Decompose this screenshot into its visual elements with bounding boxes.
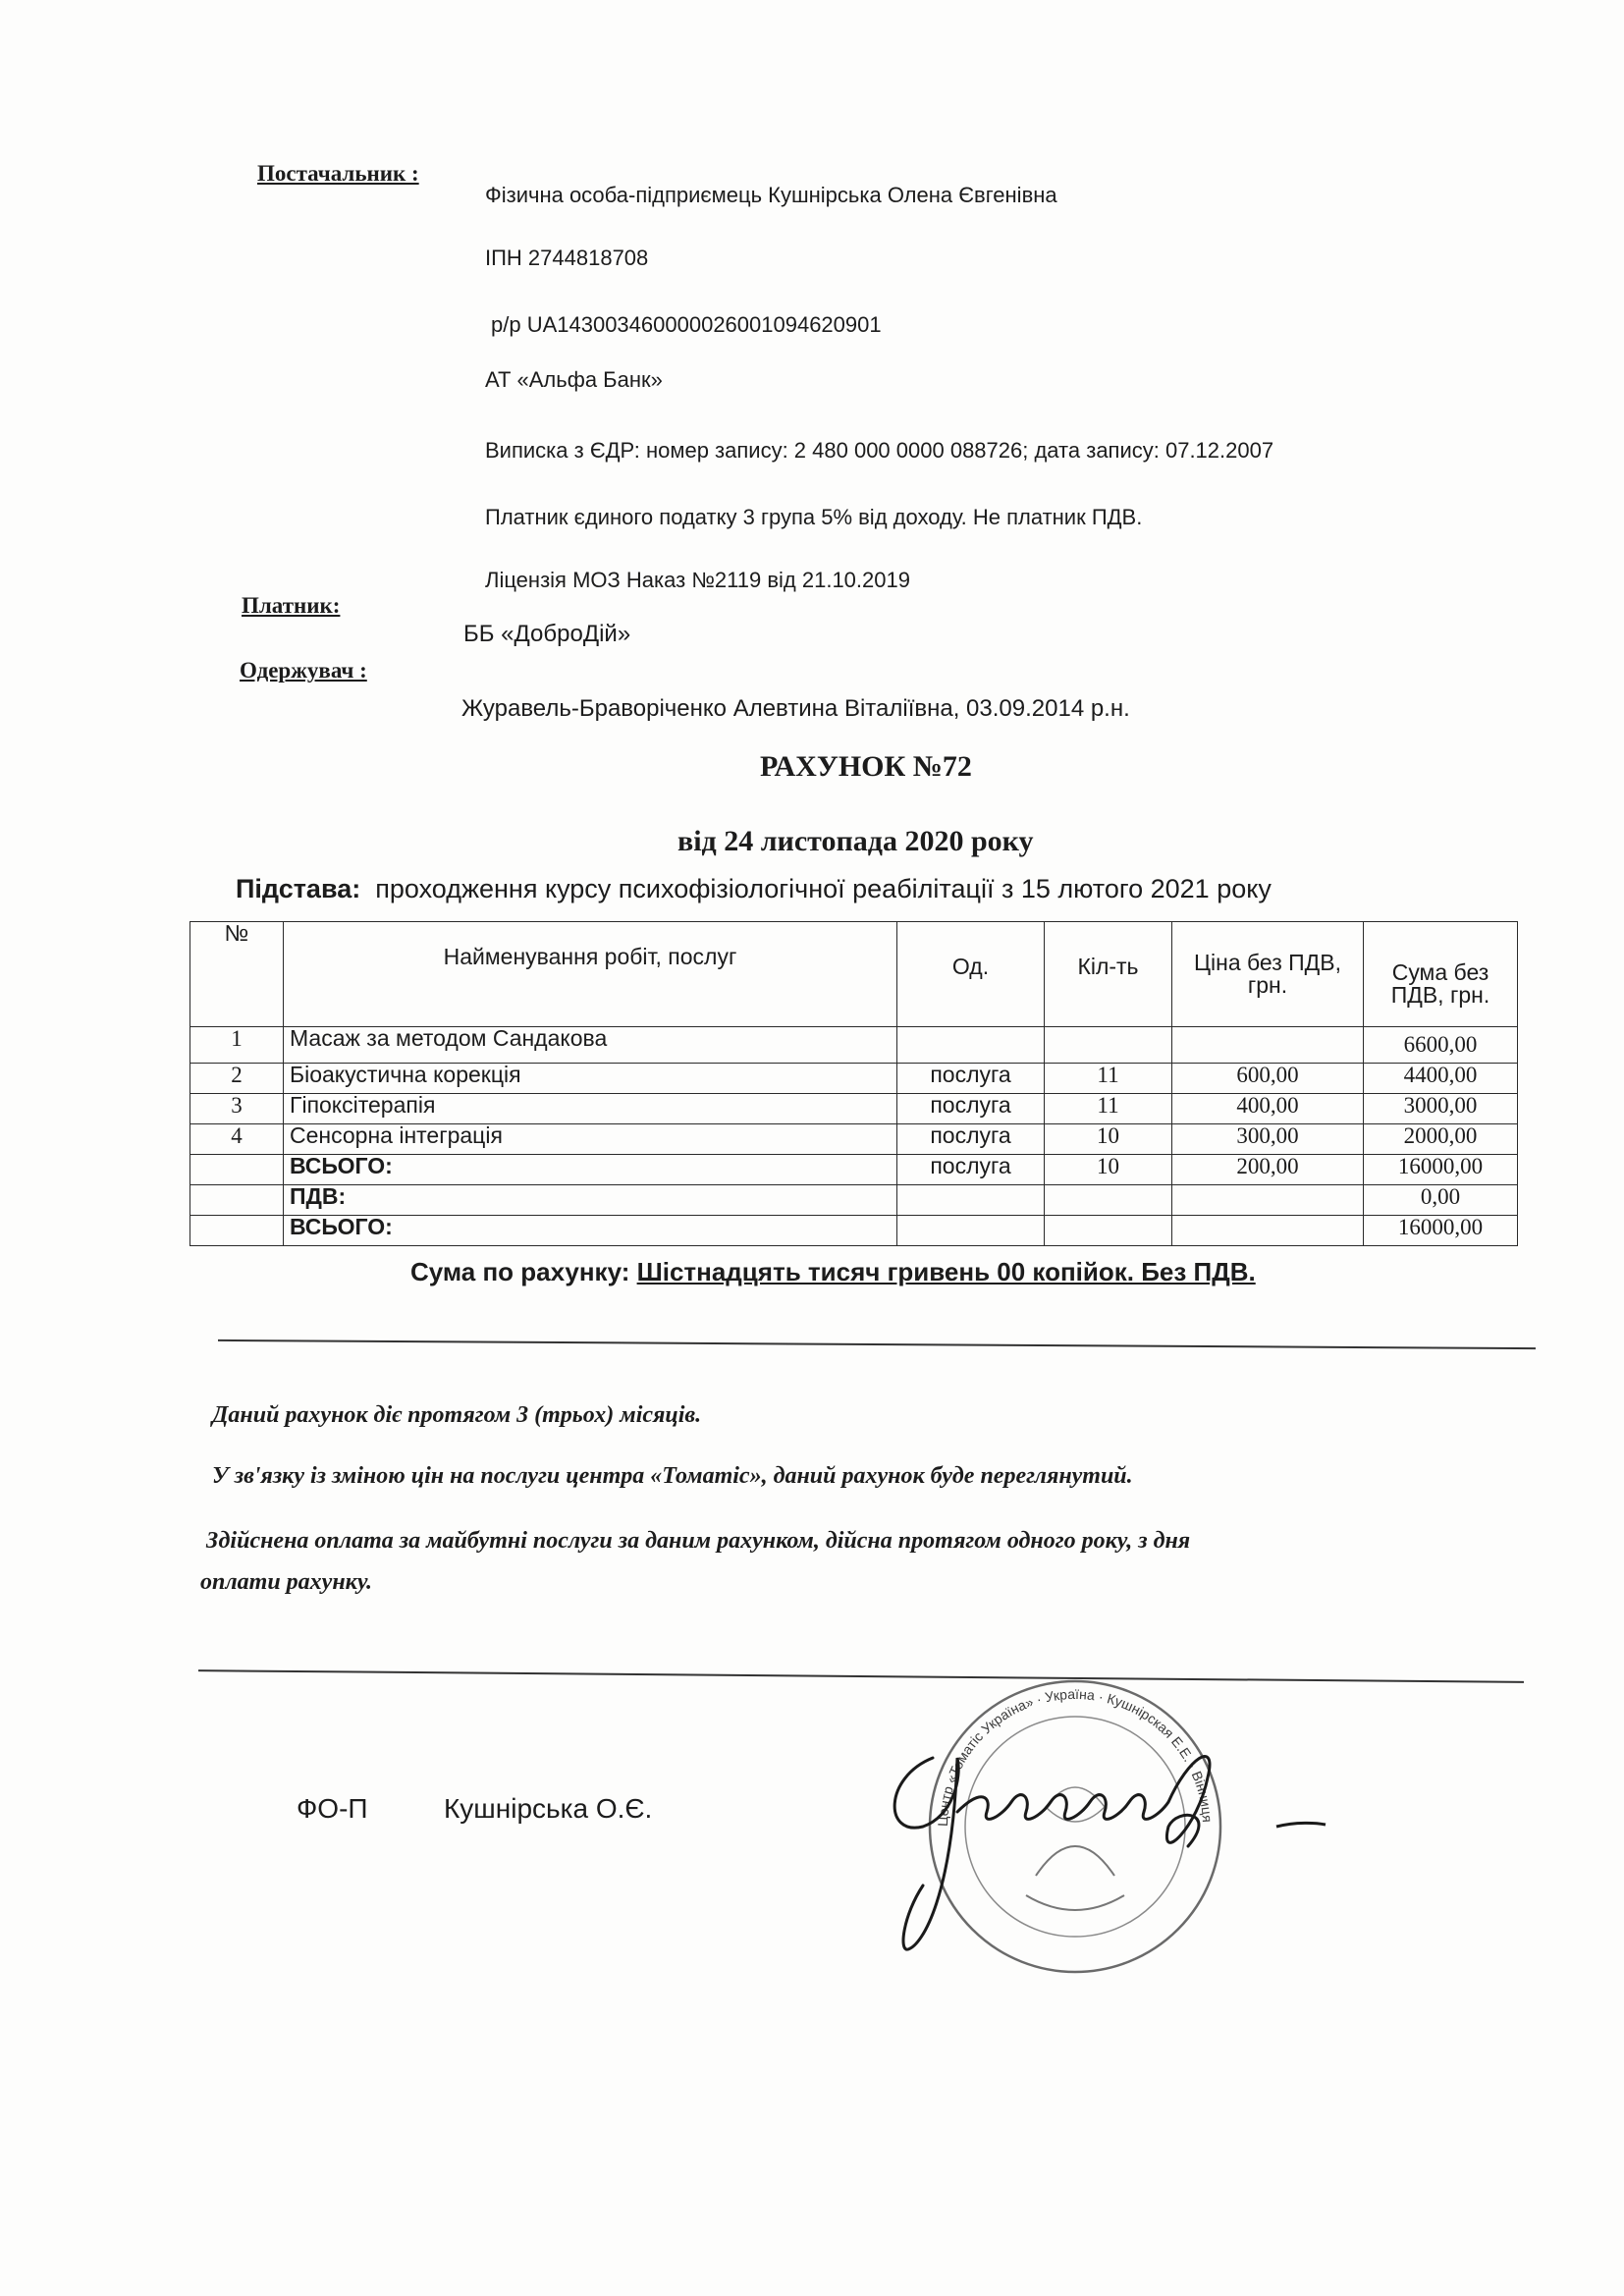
vat-value: 0,00 bbox=[1364, 1185, 1518, 1216]
row-unit: послуга bbox=[897, 1124, 1045, 1155]
row-sum: 6600,00 bbox=[1364, 1027, 1518, 1064]
divider-line bbox=[218, 1339, 1536, 1349]
note-prepay-line2: оплати рахунку. bbox=[200, 1569, 372, 1595]
row-price: 400,00 bbox=[1172, 1094, 1364, 1124]
table-grand-row bbox=[190, 1216, 1518, 1246]
supplier-label: Постачальник : bbox=[257, 161, 419, 186]
vat-num-cell bbox=[190, 1185, 284, 1216]
note-prepay-line1: Здійснена оплата за майбутні послуги за даним рахунком, дійсна протягом одного року, з дня bbox=[206, 1528, 1191, 1554]
row-price: 200,00 bbox=[1172, 1155, 1364, 1185]
supplier-tax-id: ІПН 2744818708 bbox=[485, 246, 649, 270]
row-price bbox=[1172, 1027, 1364, 1064]
row-num: 2 bbox=[190, 1064, 284, 1094]
amount-words-value: Шістнадцять тисяч гривень 00 копійок. Без ПДВ. bbox=[636, 1257, 1256, 1286]
invoice-table bbox=[189, 921, 1518, 1246]
supplier-registry: Виписка з ЄДР: номер запису: 2 480 000 0000 088726; дата запису: 07.12.2007 bbox=[485, 438, 1274, 463]
row-sum: 3000,00 bbox=[1364, 1094, 1518, 1124]
amount-words bbox=[410, 1257, 1256, 1287]
row-name: Сенсорна інтеграція bbox=[284, 1124, 897, 1155]
vat-price-cell bbox=[1172, 1185, 1364, 1216]
recipient-label: Одержувач : bbox=[240, 658, 367, 683]
total-label: ВСЬОГО: bbox=[284, 1155, 897, 1185]
payer-label: Платник: bbox=[242, 593, 341, 618]
signer-role: ФО-П bbox=[297, 1793, 368, 1824]
supplier-license: Ліцензія МОЗ Наказ №2119 від 21.10.2019 bbox=[485, 568, 910, 592]
grand-value: 16000,00 bbox=[1364, 1216, 1518, 1246]
amount-words-label: Сума по рахунку: bbox=[410, 1257, 630, 1286]
table-row bbox=[190, 1124, 1518, 1155]
basis-label: Підстава: bbox=[236, 874, 361, 903]
col-header-price: Ціна без ПДВ, грн. bbox=[1172, 922, 1364, 1027]
col-header-name: Найменування робіт, послуг bbox=[284, 922, 897, 1027]
table-header-row bbox=[190, 922, 1518, 1027]
row-sum: 2000,00 bbox=[1364, 1124, 1518, 1155]
vat-unit-cell bbox=[897, 1185, 1045, 1216]
invoice-date: від 24 листопада 2020 року bbox=[677, 825, 1034, 857]
row-unit: послуга bbox=[897, 1155, 1045, 1185]
row-unit bbox=[897, 1027, 1045, 1064]
invoice-basis bbox=[236, 874, 1272, 904]
table-vat-row bbox=[190, 1185, 1518, 1216]
grand-num-cell bbox=[190, 1216, 284, 1246]
row-qty: 10 bbox=[1045, 1155, 1172, 1185]
row-qty: 10 bbox=[1045, 1124, 1172, 1155]
supplier-bank: АТ «Альфа Банк» bbox=[485, 367, 663, 392]
row-num: 4 bbox=[190, 1124, 284, 1155]
row-price: 600,00 bbox=[1172, 1064, 1364, 1094]
recipient-value: Журавель-Браворіченко Алевтина Віталіївна, 03.09.2014 р.н. bbox=[461, 695, 1130, 722]
row-name: Гіпоксітерапія bbox=[284, 1094, 897, 1124]
table-row bbox=[190, 1064, 1518, 1094]
row-price: 300,00 bbox=[1172, 1124, 1364, 1155]
basis-text: проходження курсу психофізіологічної реабілітації з 15 лютого 2021 року bbox=[375, 874, 1272, 903]
supplier-tax-status: Платник єдиного податку 3 група 5% від доходу. Не платник ПДВ. bbox=[485, 505, 1143, 529]
row-name: Масаж за методом Сандакова bbox=[284, 1027, 897, 1064]
col-header-sum: Сума без ПДВ, грн. bbox=[1364, 922, 1518, 1027]
table-row bbox=[190, 1094, 1518, 1124]
table-total-row bbox=[190, 1155, 1518, 1185]
total-num-cell bbox=[190, 1155, 284, 1185]
vat-label: ПДВ: bbox=[284, 1185, 897, 1216]
invoice-title: РАХУНОК №72 bbox=[760, 750, 972, 783]
vat-qty-cell bbox=[1045, 1185, 1172, 1216]
table-row bbox=[190, 1027, 1518, 1064]
payer-value: ББ «ДоброДій» bbox=[463, 621, 631, 647]
row-name: Біоакустична корекція bbox=[284, 1064, 897, 1094]
grand-price-cell bbox=[1172, 1216, 1364, 1246]
total-value: 16000,00 bbox=[1364, 1155, 1518, 1185]
col-header-qty: Кіл-ть bbox=[1045, 922, 1172, 1027]
row-num: 3 bbox=[190, 1094, 284, 1124]
row-qty bbox=[1045, 1027, 1172, 1064]
divider-line bbox=[198, 1669, 1524, 1682]
supplier-name: Фізична особа-підприємець Кушнірська Олена Євгенівна bbox=[485, 183, 1057, 207]
col-header-unit: Од. bbox=[897, 922, 1045, 1027]
row-qty: 11 bbox=[1045, 1064, 1172, 1094]
row-num: 1 bbox=[190, 1027, 284, 1064]
grand-qty-cell bbox=[1045, 1216, 1172, 1246]
row-qty: 11 bbox=[1045, 1094, 1172, 1124]
signer-name: Кушнірська О.Є. bbox=[444, 1793, 653, 1824]
supplier-account: р/р UA143003460000026001094620901 bbox=[491, 312, 882, 337]
note-validity: Даний рахунок діє протягом 3 (трьох) місяців. bbox=[212, 1402, 702, 1428]
handwritten-signature bbox=[864, 1719, 1335, 1964]
col-header-num: № bbox=[190, 922, 284, 1027]
grand-label: ВСЬОГО: bbox=[284, 1216, 897, 1246]
row-unit: послуга bbox=[897, 1064, 1045, 1094]
grand-unit-cell bbox=[897, 1216, 1045, 1246]
row-unit: послуга bbox=[897, 1094, 1045, 1124]
note-price-change: У зв'язку із зміною цін на послуги центра «Томатіс», даний рахунок буде переглянутий. bbox=[212, 1463, 1133, 1489]
row-sum: 4400,00 bbox=[1364, 1064, 1518, 1094]
svg-text:Центр «Томатіс Україна» · Укра: Центр «Томатіс Україна» · Україна · Кушнірская Е.Е. · Вінниця bbox=[934, 1685, 1216, 1828]
